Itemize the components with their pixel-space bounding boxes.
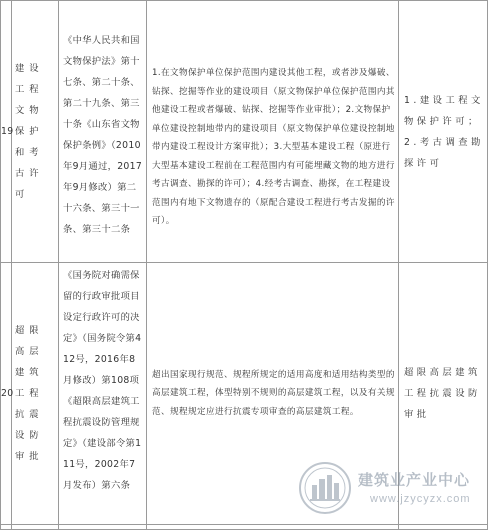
row-index: 20 [1, 263, 12, 525]
table-row [1, 1, 488, 263]
legal-basis: 《中华人民共和国文物保护法》第十七条、第二十条、第二十九条、第三十条《山东省文物保护条例》（2010年9月通过，2017年9月修改）第二十六条、第三十一条、第三十二条 [63, 34, 143, 235]
table-row [1, 525, 488, 530]
row-index: 19 [1, 1, 12, 263]
scope-conditions: 1.在文物保护单位保护范围内建设其他工程，或者涉及爆破、钻探、挖掘等作业的建设项目（原文物保护单位保护范围内其他建设工程或者爆破、钻探、挖掘等作业审批）；2.文物保护单位建设控制地带内的建设项目（原文物保护单位建设控制地带内建设工程设计方案审批）；3.大型基本建设工程（原进行大型基本建设工程前在工程范围内有可能埋藏文物的地方进行考古调查、勘探的许可）；4.经考古调查、勘探，在工程建设范围内有地下文物遗存的（原配合建设工程进行考古发掘的许可）。 [152, 68, 395, 227]
item-name: 建设工程文物保护和考古许可 [15, 63, 44, 200]
item-name: 超限高层建筑工程抗震设防审批 [15, 325, 44, 462]
watermark [298, 455, 488, 520]
legal-basis: 《国务院对确需保留的行政审批项目设定行政许可的决定》（国务院令第412号，2016年8月修改）第108项《超限高层建筑工程抗震设防管理规定》（建设部令第111号，2002年7月发布）第六条 [63, 270, 142, 491]
building-logo-icon [298, 461, 352, 515]
scope-conditions: 超出国家现行规范、规程所规定的适用高度和适用结构类型的高层建筑工程，体型特别不规则的高层建筑工程，以及有关规范、规程规定应进行抗震专项审查的高层建筑工程。 [152, 369, 395, 417]
permit-form: 1.建设工程文物保护许可；2.考古调查勘探许可 [404, 94, 484, 169]
permit-form: 超限高层建筑工程抗震设防审批 [404, 367, 481, 420]
watermark-name: 建筑业产业中心 [358, 470, 471, 489]
watermark-url: www.jzycyzx.com [370, 492, 471, 505]
